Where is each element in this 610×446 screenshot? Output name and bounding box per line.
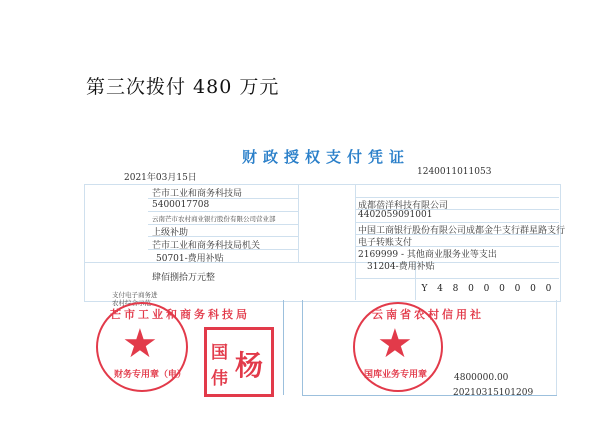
name-seal-stamp (204, 327, 274, 397)
star-icon: ★ (377, 321, 413, 367)
amount-value: 4800000.00 (454, 373, 509, 383)
payee-name: 成都蓓洋科技有限公司 (358, 201, 449, 211)
expense-item: 31204-费用补贴 (367, 262, 435, 272)
payee-account: 4402059091001 (358, 210, 433, 220)
star-icon: ★ (122, 321, 158, 367)
budget-unit: 芒市工业和商务科技局机关 (152, 241, 261, 251)
amount-digit: 4 (437, 284, 443, 294)
seal-char: 国 (211, 343, 228, 363)
remark: 支付电子商务进农村综合示范 (112, 291, 158, 307)
function-class: 2169999 - 其他商业服务业等支出 (358, 250, 497, 260)
payment-method: 电子转账支付 (358, 238, 413, 248)
amount-digit: 0 (468, 284, 474, 294)
seal-char: 伟 (211, 369, 228, 389)
amount-digit: Y (421, 284, 428, 294)
payee-bank: 中国工商银行股份有限公司成都金牛支行群星路支行 (358, 226, 566, 236)
amount-in-words: 肆佰捌拾万元整 (152, 273, 216, 283)
seal-bottom-text: 国库业务专用章 (364, 370, 428, 380)
payer-bank: 云南芒市农村商业银行股份有限公司营业部 (152, 215, 276, 223)
seal-char: 杨 (235, 349, 264, 382)
transaction-id: 20210315101209 (453, 388, 534, 398)
voucher-number: 1240011011053 (417, 167, 492, 177)
economic-class: 50701-费用补贴 (156, 254, 224, 264)
voucher-date: 2021年03月15日 (124, 173, 197, 183)
seal-bottom-text: 财务专用章（电） (114, 370, 187, 380)
amount-digit: 0 (499, 284, 505, 294)
amount-digit: 0 (483, 284, 490, 294)
fund-source: 上级补助 (152, 228, 189, 238)
amount-digit: 8 (452, 284, 459, 294)
page-heading: 第三次拨付 480 万元 (86, 76, 280, 98)
voucher-title: 财政授权支付凭证 (242, 148, 411, 166)
payer-name: 芒市工业和商务科技局 (152, 189, 243, 199)
amount-digit: 0 (545, 284, 552, 294)
payer-account: 5400017708 (152, 200, 210, 210)
seal-arc-text: 云南省农村信用社 (372, 308, 484, 321)
amount-digit: 0 (530, 284, 536, 294)
seal-arc-text: 芒市工业和商务科技局 (110, 308, 250, 321)
amount-digit: 0 (514, 284, 521, 294)
